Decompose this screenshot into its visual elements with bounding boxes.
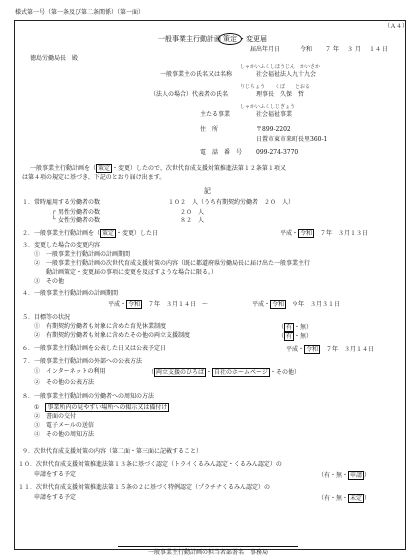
- item8-sub3: ③ 電子メールの送信: [34, 422, 94, 429]
- item5-sub1: ① 有期契約労働者も対象に含めた育児休業制度: [34, 323, 167, 330]
- business-value: 社会福祉事業: [256, 111, 293, 118]
- date-month-unit: 月: [355, 46, 362, 53]
- date-year: ７: [325, 46, 332, 53]
- item6-era: 平成・: [286, 346, 305, 353]
- size-label: （Ａ４）: [384, 23, 409, 30]
- item8-sub1-selected: 事業所内の見やすい場所への掲示又は備付け: [47, 404, 168, 411]
- form-title: [158, 35, 267, 43]
- item3-sub2: ② 一般事業主行動計画の次世代育成支援対策の内容（既に都道府県労働局長に届け出た一般事業主行: [34, 260, 311, 267]
- intro-circled: 策定: [98, 165, 111, 172]
- item6-label: ６．一般事業主行動計画を公表した日又は公表予定日: [22, 345, 167, 352]
- item2-date-value: ７年 ３月１３日: [320, 230, 369, 237]
- item1-male-label: 男性労働者の数: [58, 209, 101, 216]
- item11-answer-post: ）: [364, 495, 371, 502]
- item7-sub2: ② その他の公表方法: [34, 379, 95, 386]
- item5-sub2-rest: ・無）: [294, 333, 313, 340]
- item10-label: １０．次世代育成支援対策推進法第１３条に基づく認定（トライくるみん認定・くるみん認定）の: [18, 461, 282, 468]
- item10-answer-pre: （有・無・: [318, 472, 349, 479]
- item8-label: ８．一般事業主行動計画の労働者への周知の方法: [22, 393, 155, 400]
- title-left: 一般事業主行動計画: [158, 35, 221, 43]
- address-label: 住 所: [200, 126, 219, 133]
- item3-label: ３．変更した場合の変更内容: [22, 242, 101, 249]
- item5-sub2: ② 有期契約労働者も対象に含めたその他の両立支援制度: [34, 332, 191, 339]
- item6-date-value: ７年 ３月１４日: [326, 346, 375, 353]
- item8-sub2: ② 書面の交付: [34, 413, 77, 420]
- title-circled-text: 策定: [223, 35, 237, 43]
- item1-bracket-bottom: └: [52, 216, 56, 223]
- item8-sub4: ④ その他の周知方法: [34, 431, 95, 438]
- postal-code: 〒899-2202: [256, 126, 291, 133]
- item4-to-date: ９年 ３月３１日: [292, 301, 341, 308]
- name-label: 一般事業主の氏名又は名称: [160, 71, 233, 78]
- ki-heading: 記: [204, 187, 211, 195]
- address-value: 日置市東市来町長里360-1: [256, 136, 328, 143]
- intro-line1-a: 一般事業主行動計画を（: [30, 165, 97, 172]
- item3-sub3: ③ その他: [34, 278, 65, 285]
- phone-value: 099-274-3770: [256, 149, 299, 156]
- date-era: 令和: [300, 46, 313, 53]
- item10-answer-selected: 申請: [350, 472, 363, 479]
- form-label: 様式第一号（第一条及び第二条関係）（第一面）: [15, 9, 145, 16]
- phone-label: 電 話 番 号: [200, 149, 243, 156]
- business-label: 主たる事業: [200, 111, 231, 118]
- item10-label2: 申請をする予定: [34, 471, 77, 478]
- item3-sub2b: 動計画策定・変更届の事項に変更を及ぼすような場合に限る。）: [46, 269, 218, 276]
- item7-label: ７．一般事業主行動計画の外部への公表方法: [22, 358, 143, 365]
- item4-label: ４．一般事業主行動計画の計画期間: [22, 290, 119, 297]
- item2-circled: 策定: [102, 230, 115, 237]
- date-label: 届出年月日: [250, 46, 281, 53]
- date-year-unit: 年: [333, 46, 340, 53]
- item4-from: [108, 300, 208, 309]
- item5-sub2-answer: （ 有 ・無）: [278, 333, 313, 340]
- item4-from-circled: 令和: [128, 301, 141, 308]
- item4-to-era: 平成・: [252, 301, 271, 308]
- item10-answer: [318, 471, 370, 480]
- item2-label: [22, 229, 158, 238]
- item7-option-ryoritsu: 両立支援のひろば: [156, 369, 205, 376]
- item2-era: 平成・: [280, 230, 299, 237]
- item5-sub1-selected: 有: [286, 324, 293, 331]
- item11-answer: [318, 494, 370, 503]
- item11-answer-selected: 未定: [350, 495, 363, 502]
- rep-value: 理事長 久保 哲: [256, 91, 305, 98]
- item1-female-label: 女性労働者の数: [58, 217, 101, 224]
- footer-department: 一般事業主行動計画の担当者部署名 事務局: [148, 549, 269, 556]
- item11-label: １１．次世代育成支援対策推進法第１５条の２に基づく特例認定（プラチナくるみん認定）の: [18, 484, 271, 491]
- item9-label: ９．次世代育成支援対策の内容（第二面・第三面に記載すること）: [22, 448, 203, 455]
- footer-rule: [118, 546, 298, 547]
- intro-line2: は第４項の規定に基づき、下記のとおり届け出ます。: [22, 174, 166, 181]
- item8-sub1-num: ①: [34, 404, 46, 411]
- name-furigana: しゃかいふくしほうじん かいさか: [240, 64, 321, 70]
- item3-sub1: ① 一般事業主行動計画の計画期間: [34, 251, 131, 258]
- item2-era-circled: 令和: [300, 230, 313, 237]
- item7-options: （ 両立支援のひろば ・ 自社のホームページ ・その他）: [148, 369, 300, 376]
- name-value: 社会福祉法人九十九会: [256, 71, 317, 78]
- title-circled: [221, 35, 239, 43]
- item5-label: ５．目標等の状況: [22, 314, 71, 321]
- item7-option-other: ・その他: [269, 369, 294, 376]
- item4-from-era: 平成・: [108, 301, 127, 308]
- business-furigana: しゃかいふくしじぎょう: [240, 104, 296, 110]
- item5-sub1-answer: （ 有 ・無）: [278, 324, 313, 331]
- item1-male-value: ２０ 人: [180, 209, 205, 216]
- item7-sub1: ① インターネットの利用: [34, 368, 106, 375]
- item8-sub1: [34, 403, 169, 412]
- item5-sub1-rest: ・無）: [294, 324, 313, 331]
- item2-date: [280, 229, 368, 238]
- rep-label: （法人の場合）代表者の氏名: [150, 91, 229, 98]
- item4-to-circled: 令和: [272, 301, 285, 308]
- title-right: ・変更届: [239, 35, 267, 43]
- intro-line1: [30, 164, 286, 173]
- item5-sub2-selected: 有: [286, 333, 293, 340]
- item1-label: １．常時雇用する労働者の数: [22, 199, 101, 206]
- date-month: ３: [347, 46, 354, 53]
- circle-mark: [218, 33, 242, 45]
- item11-label2: 申請をする予定: [34, 494, 77, 501]
- item2-label-b: ・変更）した日: [116, 230, 159, 237]
- rep-furigana: りじちょう くぼ とおる: [240, 84, 311, 90]
- date-day: １４: [369, 46, 382, 53]
- item6-era-circled: 令和: [306, 346, 319, 353]
- item1-bracket: ┌: [52, 208, 56, 215]
- recipient: 徳島労働局長 殿: [30, 55, 79, 62]
- item4-from-date: ７年 ３月１４日 ～: [148, 301, 209, 308]
- item2-label-a: ２．一般事業主行動計画を（: [22, 230, 101, 237]
- item7-option-homepage: 自社のホームページ: [214, 369, 268, 376]
- item11-answer-pre: （有・無・: [318, 495, 349, 502]
- intro-line1-b: ・変更）したので、次世代育成支援対策推進法第１２条第１項又: [112, 165, 286, 172]
- item10-answer-post: ）: [364, 472, 371, 479]
- item6-date: [286, 345, 374, 354]
- item4-to: [252, 300, 340, 309]
- item1-female-value: ８２ 人: [180, 217, 205, 224]
- date-day-unit: 日: [382, 46, 389, 53]
- item1-value: １０２ 人（うち有期契約労働者 ２０ 人）: [168, 199, 295, 206]
